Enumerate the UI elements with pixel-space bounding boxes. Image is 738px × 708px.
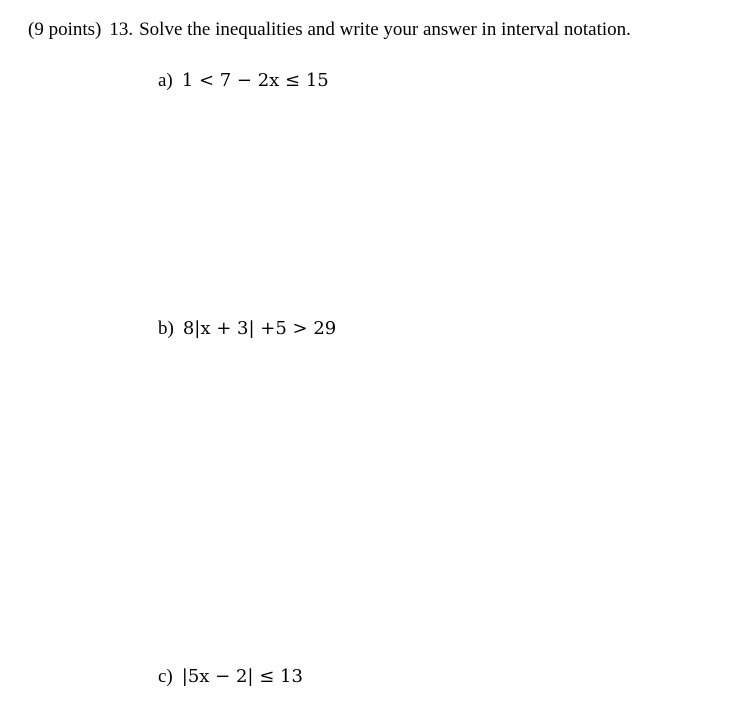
part-a xyxy=(158,68,329,94)
part-b xyxy=(158,316,336,342)
question-header xyxy=(28,17,631,43)
question-instruction: Solve the inequalities and write your answer in interval notation. xyxy=(139,19,631,40)
part-a-letter: a) xyxy=(158,70,173,91)
part-a-expression: 1 < 7 − 2x ≤ 15 xyxy=(181,70,329,91)
part-c-expression: |5x − 2| ≤ 13 xyxy=(181,666,303,687)
part-c xyxy=(158,664,303,690)
question-points: (9 points) xyxy=(28,19,102,40)
part-b-letter: b) xyxy=(158,318,174,339)
part-c-letter: c) xyxy=(158,666,173,687)
part-b-expression: 8|x + 3| +5 > 29 xyxy=(182,318,337,339)
question-number: 13. xyxy=(109,19,134,40)
